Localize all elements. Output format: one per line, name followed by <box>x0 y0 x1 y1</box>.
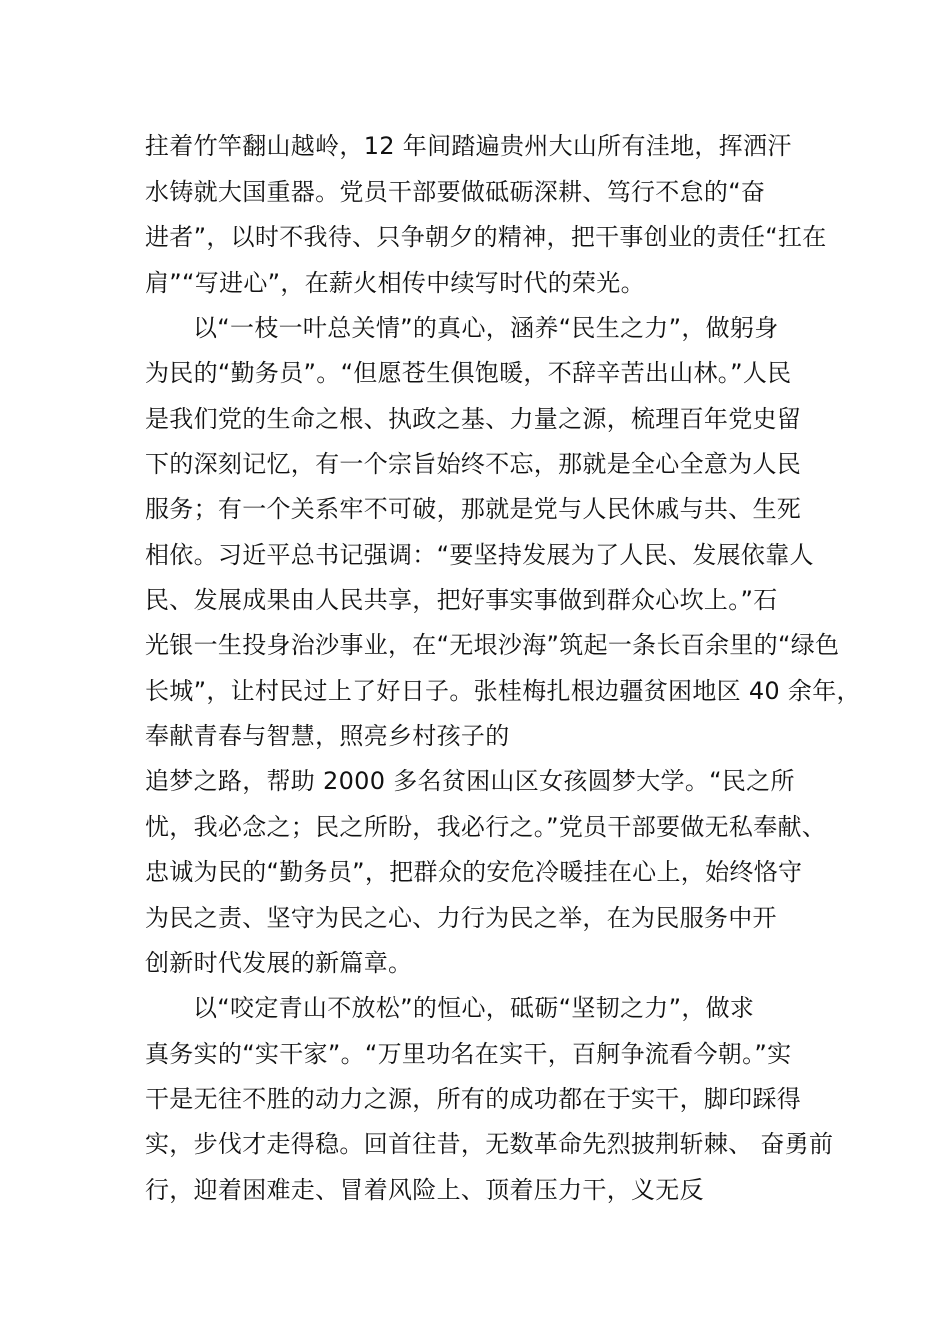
text-line: 是我们党的生命之根、执政之基、力量之源，梳理百年党史留 <box>145 405 802 433</box>
text-line: 下的深刻记忆，有一个宗旨始终不忘，那就是全心全意为人民 <box>145 450 802 478</box>
text-line: 干是无往不胜的动力之源，所有的成功都在于实干，脚印踩得 <box>145 1085 802 1113</box>
text-line: 行，迎着困难走、冒着风险上、顶着压力干，义无反 <box>145 1176 704 1204</box>
text-line: 民、发展成果由人民共享，把好事实事做到群众心坎上。”石 <box>145 586 778 614</box>
text-line: 为民的“勤务员”。“但愿苍生俱饱暖，不辞辛苦出山林。”人民 <box>145 359 792 387</box>
text-line: 肩”“写进心”，在薪火相传中续写时代的荣光。 <box>145 269 645 297</box>
text-line: 真务实的“实干家”。“万里功名在实干，百舸争流看今朝。”实 <box>145 1040 792 1068</box>
text-line: 追梦之路，帮助 2000 多名贫困山区女孩圆梦大学。“民之所 <box>145 767 795 795</box>
text-line: 实，步伐才走得稳。回首往昔，无数革命先烈披荆斩棘、 奋勇前 <box>145 1130 834 1158</box>
text-line: 为民之责、坚守为民之心、力行为民之举，在为民服务中开 <box>145 904 777 932</box>
text-line: 忠诚为民的“勤务员”，把群众的安危冷暖挂在心上，始终恪守 <box>145 858 803 886</box>
text-line: 拄着竹竿翻山越岭，12 年间踏遍贵州大山所有洼地，挥洒汗 <box>145 132 792 160</box>
text-line: 服务；有一个关系牢不可破，那就是党与人民休戚与共、生死 <box>145 495 802 523</box>
text-line: 长城”，让村民过上了好日子。张桂梅扎根边疆贫困地区 40 余年， <box>145 677 861 705</box>
text-line: 创新时代发展的新篇章。 <box>145 949 413 977</box>
paragraph-first-line: 以“咬定青山不放松”的恒心，砥砺“坚韧之力”，做求 <box>193 994 755 1022</box>
text-line: 光银一生投身治沙事业，在“无垠沙海”筑起一条长百余里的“绿色 <box>145 631 840 659</box>
text-line: 忧，我必念之；民之所盼，我必行之。”党员干部要做无私奉献、 <box>145 813 827 841</box>
text-line: 进者”，以时不我待、只争朝夕的精神，把干事创业的责任“扛在 <box>145 223 827 251</box>
text-line: 相依。习近平总书记强调：“要坚持发展为了人民、发展依靠人 <box>145 541 814 569</box>
paragraph-first-line: 以“一枝一叶总关情”的真心，涵养“民生之力”，做躬身 <box>193 314 779 342</box>
text-line: 奉献青春与智慧，照亮乡村孩子的 <box>145 722 510 750</box>
text-line: 水铸就大国重器。党员干部要做砥砺深耕、笃行不怠的“奋 <box>145 178 766 206</box>
